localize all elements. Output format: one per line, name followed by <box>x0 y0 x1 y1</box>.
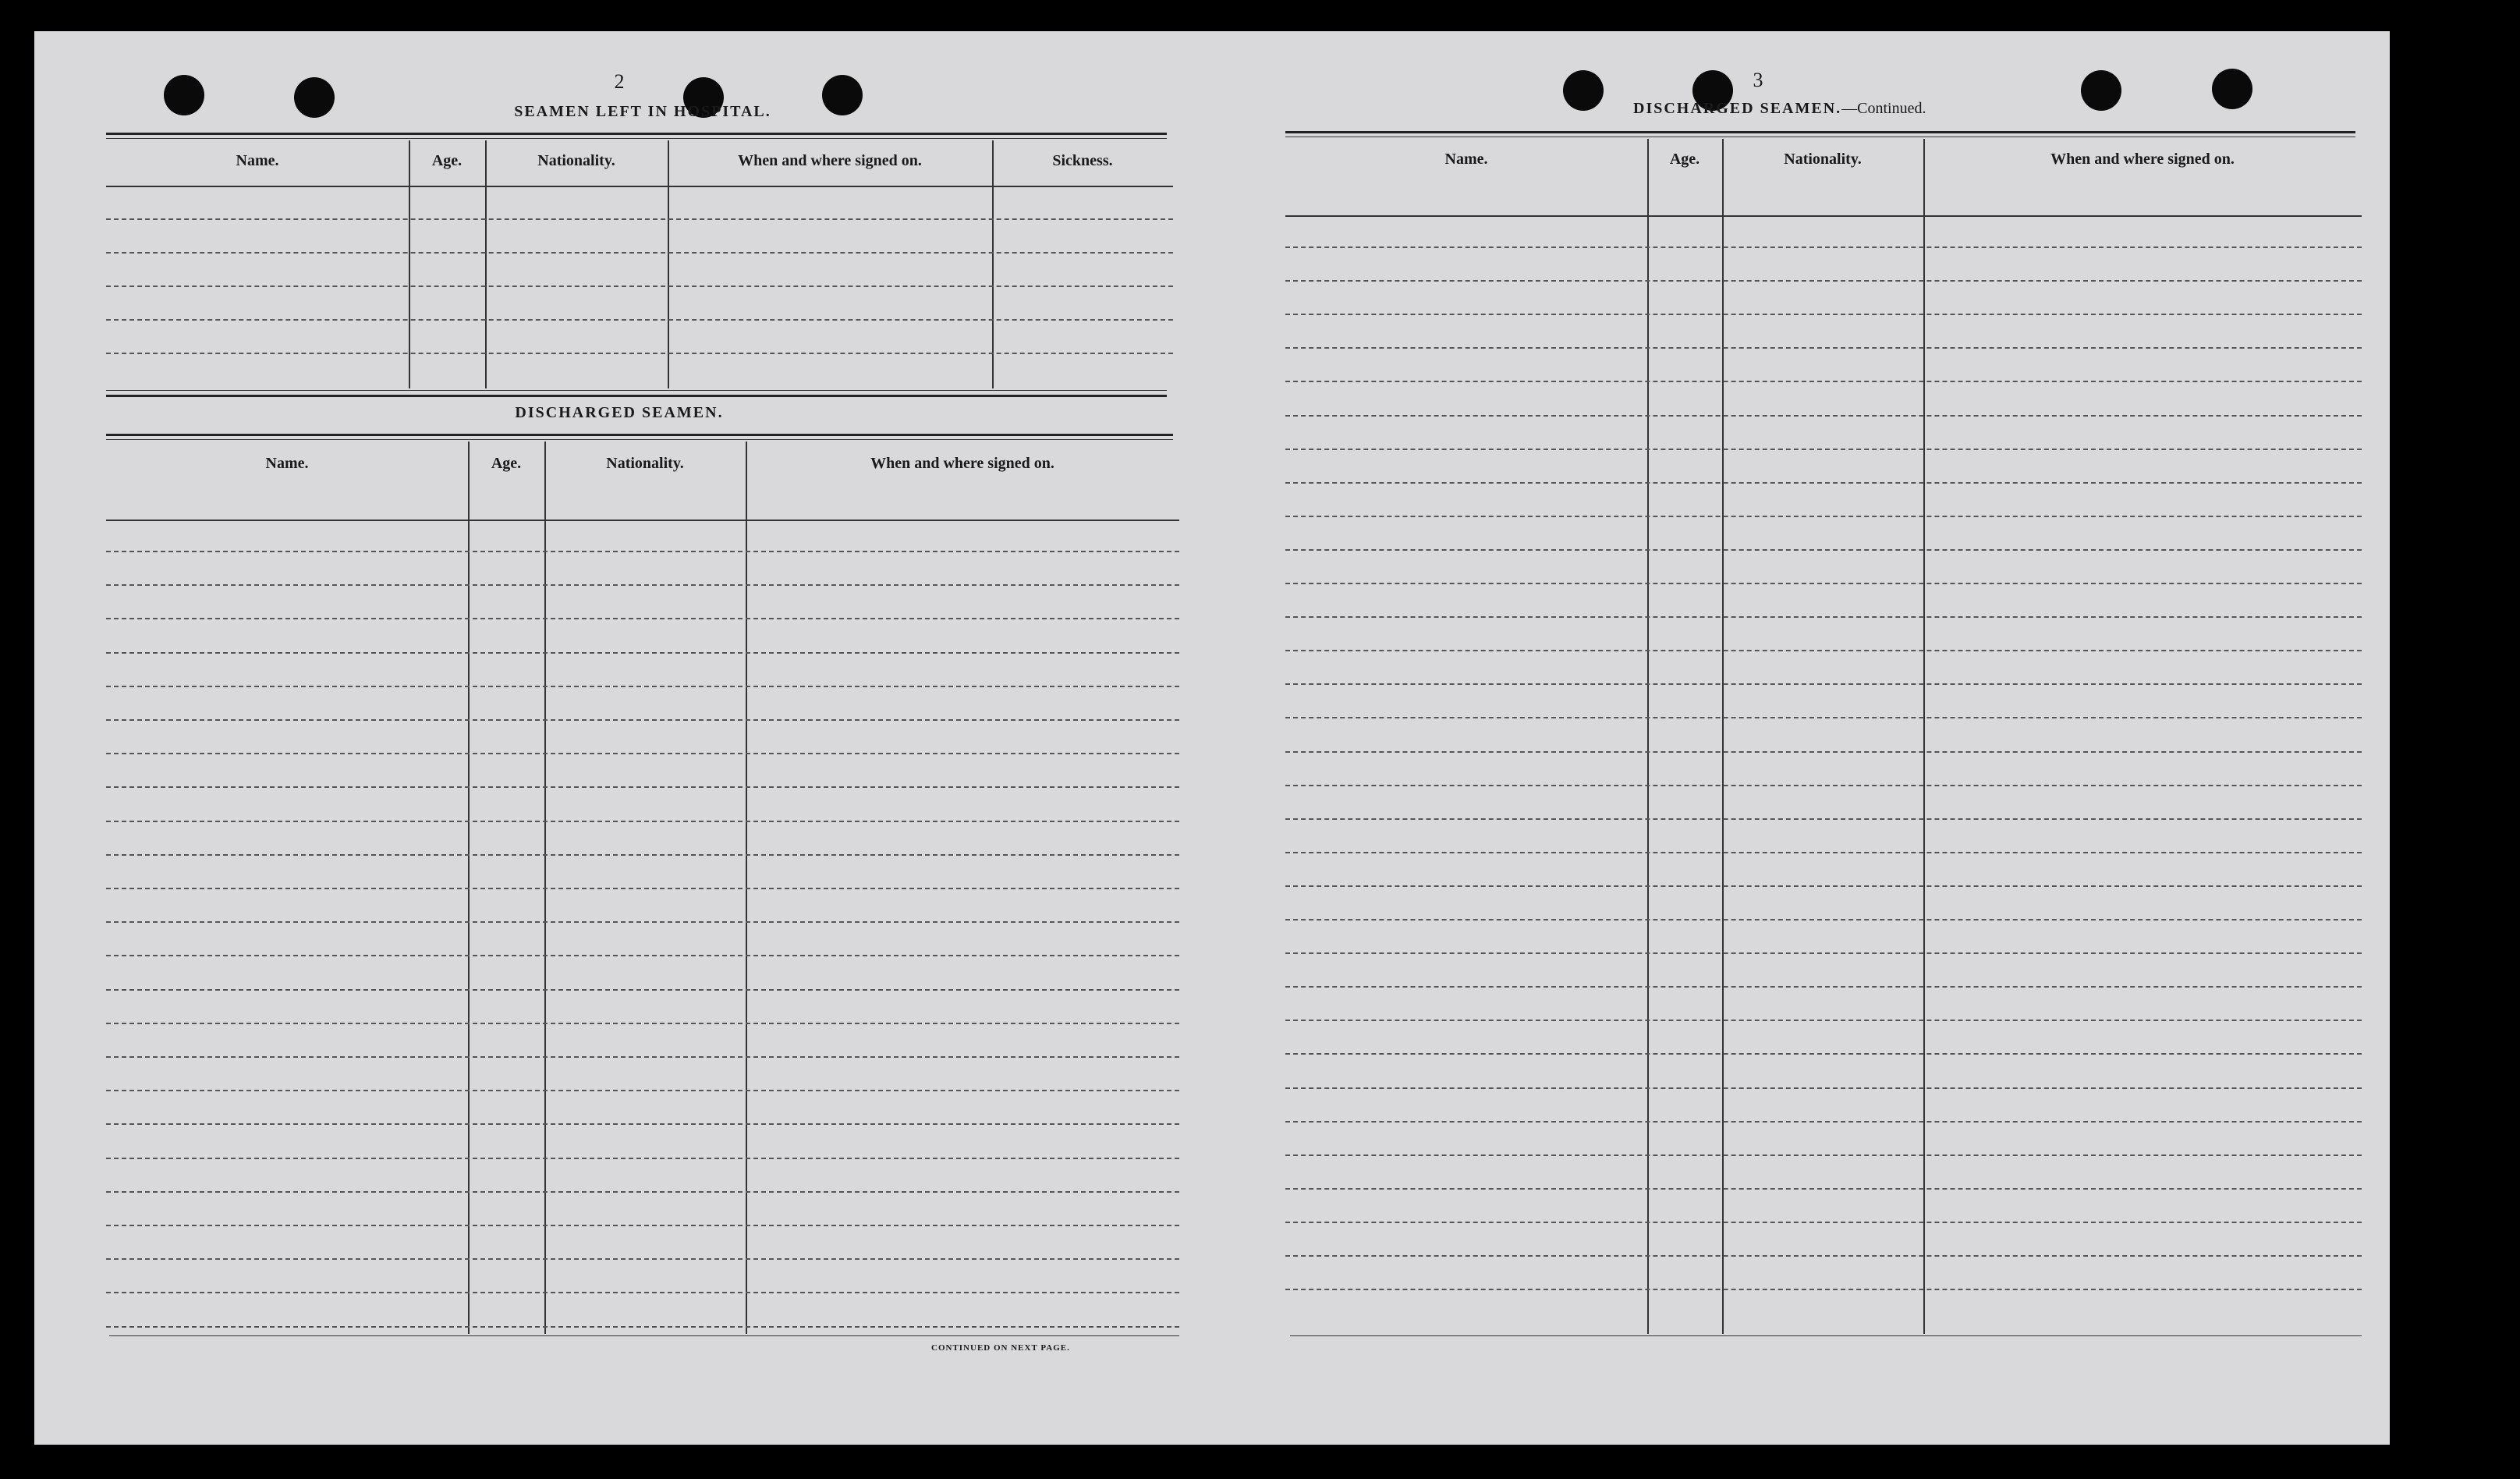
punch-hole <box>164 75 204 115</box>
table-row <box>106 618 1179 619</box>
header-rule <box>1285 215 2362 217</box>
table-row <box>106 1326 1179 1328</box>
continued-note: CONTINUED ON NEXT PAGE. <box>931 1343 1070 1353</box>
column-header-sickness: Sickness. <box>1052 152 1113 169</box>
hospital-section-title: SEAMEN LEFT IN HOSPITAL. <box>514 103 771 120</box>
discharged-table <box>106 442 1179 1334</box>
divider <box>109 1335 1179 1336</box>
column-header-name: Name. <box>265 455 309 472</box>
column-header-signed-on: When and where signed on. <box>738 152 922 169</box>
table-row <box>106 1090 1179 1091</box>
table-row <box>1285 751 2362 753</box>
header-rule <box>106 186 1173 187</box>
table-row <box>1285 449 2362 450</box>
divider <box>106 434 1173 436</box>
page-number: 3 <box>1753 69 1763 91</box>
table-row <box>1285 616 2362 618</box>
table-row <box>1285 785 2362 786</box>
table-row <box>1285 1222 2362 1223</box>
column-rule <box>409 140 410 388</box>
table-row <box>1285 852 2362 853</box>
table-row <box>1285 1053 2362 1055</box>
table-row <box>1285 952 2362 954</box>
table-row <box>1285 415 2362 417</box>
divider <box>1285 131 2355 133</box>
divider <box>106 138 1167 139</box>
column-rule <box>485 140 487 388</box>
title-text: DISCHARGED SEAMEN. <box>1633 100 1842 117</box>
punch-hole <box>294 77 335 118</box>
table-row <box>1285 314 2362 315</box>
document-sheet <box>34 31 2390 1445</box>
discharged-section-title: DISCHARGED SEAMEN. <box>515 404 724 421</box>
table-row <box>1285 1289 2362 1290</box>
title-continued: —Continued. <box>1841 100 1926 117</box>
divider <box>106 439 1173 440</box>
table-row <box>1285 885 2362 887</box>
table-row <box>1285 583 2362 584</box>
divider <box>1290 1335 2362 1336</box>
table-row <box>106 686 1179 687</box>
table-row <box>1285 1121 2362 1123</box>
column-rule <box>992 140 994 388</box>
table-row <box>106 753 1179 754</box>
table-row <box>106 584 1179 586</box>
table-row <box>106 921 1179 923</box>
table-row <box>1285 516 2362 517</box>
table-row <box>1285 1020 2362 1021</box>
column-header-nationality: Nationality. <box>606 455 684 472</box>
table-row <box>106 1258 1179 1260</box>
table-row <box>106 854 1179 856</box>
table-row <box>106 888 1179 889</box>
table-row <box>1285 683 2362 685</box>
table-row <box>1285 1154 2362 1156</box>
discharged-table <box>1285 139 2362 1334</box>
column-header-age: Age. <box>491 455 522 472</box>
table-row <box>106 989 1179 991</box>
divider <box>106 395 1167 397</box>
table-row <box>1285 717 2362 718</box>
table-row <box>106 319 1173 321</box>
column-header-name: Name. <box>1444 151 1488 168</box>
table-row <box>1285 381 2362 382</box>
punch-hole <box>1563 70 1604 111</box>
table-row <box>1285 247 2362 248</box>
table-row <box>1285 1087 2362 1089</box>
table-row <box>106 719 1179 721</box>
column-rule <box>668 140 669 388</box>
page-number: 2 <box>614 70 625 93</box>
column-header-nationality: Nationality. <box>537 152 615 169</box>
table-row <box>106 252 1173 254</box>
table-row <box>106 1123 1179 1125</box>
table-row <box>106 1158 1179 1159</box>
table-row <box>106 652 1179 654</box>
table-row <box>1285 280 2362 282</box>
column-header-signed-on: When and where signed on. <box>870 455 1054 472</box>
hospital-table <box>106 140 1173 388</box>
header-rule <box>106 520 1179 521</box>
punch-hole <box>2212 69 2252 109</box>
table-row <box>1285 650 2362 651</box>
column-header-age: Age. <box>431 152 463 169</box>
table-row <box>1285 482 2362 484</box>
table-row <box>1285 919 2362 920</box>
table-row <box>1285 1188 2362 1190</box>
table-row <box>106 551 1179 552</box>
table-row <box>106 353 1173 354</box>
column-header-nationality: Nationality. <box>1784 151 1862 168</box>
table-row <box>106 1191 1179 1193</box>
table-row <box>106 1056 1179 1058</box>
table-row <box>106 955 1179 956</box>
divider <box>106 133 1167 135</box>
column-header-name: Name. <box>236 152 279 169</box>
table-row <box>106 1023 1179 1024</box>
column-header-age: Age. <box>1669 151 1700 168</box>
table-row <box>106 218 1173 220</box>
table-row <box>1285 986 2362 988</box>
table-row <box>1285 1255 2362 1257</box>
table-row <box>106 286 1173 287</box>
discharged-continued-title <box>1633 100 1926 118</box>
table-row <box>106 786 1179 788</box>
table-row <box>106 821 1179 822</box>
punch-hole <box>2081 70 2121 111</box>
column-header-signed-on: When and where signed on. <box>2050 151 2235 168</box>
table-row <box>106 1292 1179 1293</box>
table-row <box>106 1225 1179 1226</box>
divider <box>106 390 1167 391</box>
table-row <box>1285 549 2362 551</box>
table-row <box>1285 818 2362 820</box>
table-row <box>1285 347 2362 349</box>
